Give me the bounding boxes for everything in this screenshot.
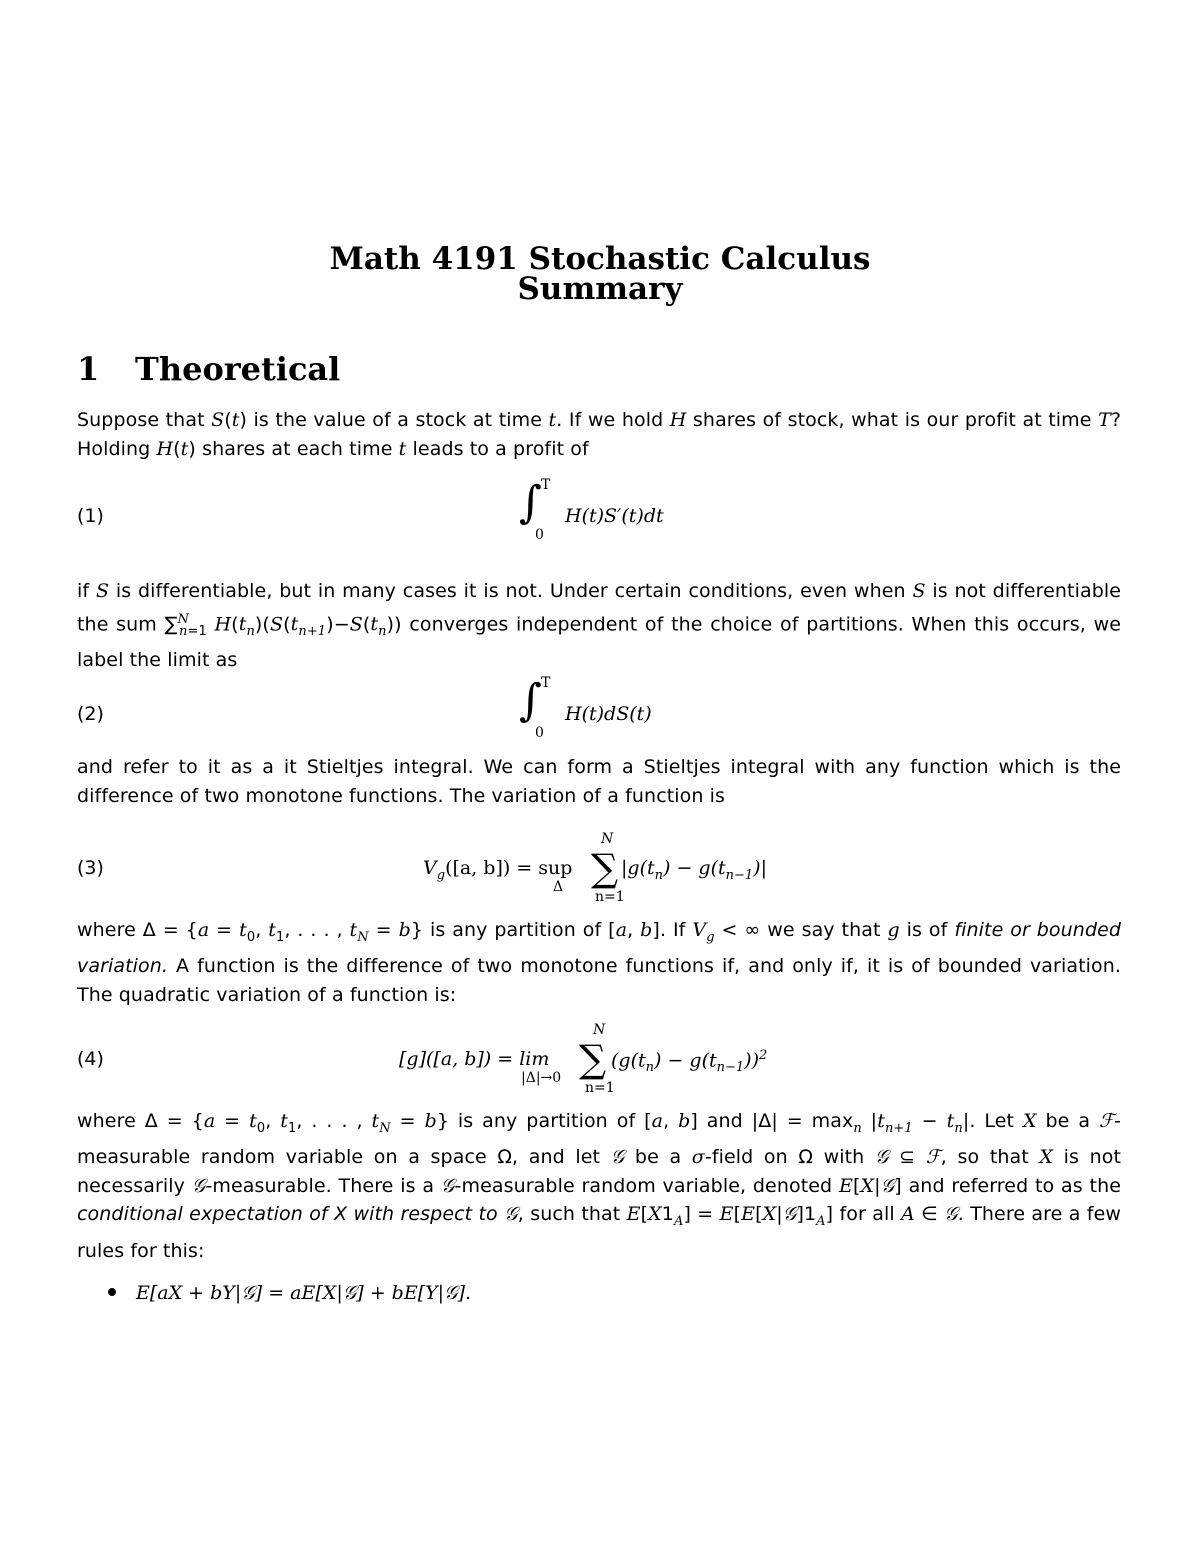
equation-label: (4) (77, 1048, 104, 1070)
integrand: H(t)dS(t) (565, 703, 652, 725)
equation-label: (3) (77, 857, 104, 879)
paragraph-5: where $\Delta = \{a = t_0$, $t_1$, . . . , $t_N = b$} is any partition of [a, b] and $|\Delta| = \max_n |t_{n+1} - t_n|$. Let X be a ℱ-measurable random variable on a space Ω, and let 𝒢 be a σ-field on Ω with 𝒢 ⊆ ℱ, so that X is not necessarily 𝒢-measurable. There is a 𝒢-measurable random variable, denoted E[X|𝒢] and referred to as the conditional expectation of X with respect to 𝒢, such that $E[X1_A]$ = $E[E[X|𝒢]1_A]$ for all A ∈ 𝒢. There are a few rules for this: (77, 1110, 1122, 1262)
equation-label: (2) (77, 703, 104, 725)
document-subtitle: Summary (517, 271, 683, 307)
paragraph-1: Suppose that S(t) is the value of a stock at time t. If we hold H shares of stock, what is our profit at time T? Holding H(t) shares at each time t leads to a profit of (77, 409, 1122, 460)
section-heading (77, 350, 340, 388)
paragraph-4: where $\Delta = \{a = t_0$, $t_1$, . . . , $t_N = b$} is any partition of [a, b]. If $V_g$ < ∞ we say that g is of finite or bounded variation. A function is the difference of two monotone functions if, and only if, it is of bounded variation. The quadratic variation of a function is: (77, 919, 1122, 1006)
list-item: E[aX + bY|𝒢] = aE[X|𝒢] + bE[Y|𝒢]. (108, 1282, 471, 1304)
integrand: H(t)S′(t)dt (565, 505, 664, 527)
section-title: Theoretical (135, 350, 341, 388)
paragraph-2: if S is differentiable, but in many cases it is not. Under certain conditions, even when S is not differentiable the sum ∑$^N_{n=1}$ $H(t_n)(S(t_{n+1})-S(t_n))$ converges independent of the choice of partitions. When this occurs, we label the limit as (77, 580, 1122, 672)
equation-label: (1) (77, 505, 104, 527)
document-page: Math 4191 Stochastic Calculus Summary 1 Theoretical Suppose that S(t) is the value of a stock at time t. If we hold H shares of stock, what is our profit at time T? Holding H(t) shares at each time t leads to a profit of (1) ∫ T 0 H(t)S′(t)dt if S is differentiable, but in many cases it is not. Under certain conditions, even when S is not differentiable the sum ∑$^N_{n=1}$ $H(t_n)(S(t_{n+1})-S(t_n))$ converges independent of the choice of partitions. When this occurs, we label the limit as (2) ∫ T 0 H(t)dS(t) and refer to it as a it Stieltjes integral. We can form a Stieltjes integral with any function which is the difference of two monotone functions. The variation of a function is (3) $V_g([a$, b]) = sup Δ ∑ N n=1 $|g(t_n) - g(t_{n-1})|$ where $\Delta = \{a = t_0$, $t_1$, . . . , $t_N = b$} is any partition of [a, b]. If $V_g$ < ∞ we say that g is of finite or bounded variation. A function is the difference of two monotone functions if, and only if, it is of bounded variation. The quadratic variation of a function is: (4) [g]([a, b]) = lim |Δ|→0 ∑ N n=1 $(g(t_n) - g(t_{n-1}))^2$ where $\Delta = \{a = t_0$, $t_1$, . . . , $t_N = b$} is any partition of [a, b] and $|\Delta| = \max_n |t_{n+1} - t_n|$. Let X be a ℱ-measurable random variable on a space Ω, and let 𝒢 be a σ-field on Ω with 𝒢 ⊆ ℱ, so that X is not necessarily 𝒢-measurable. There is a 𝒢-measurable random variable, denoted E[X|𝒢] and referred to as the conditional expectation of X with respect to 𝒢, such that $E[X1_A]$ = $E[E[X|𝒢]1_A]$ for all A ∈ 𝒢. There are a few rules for this: E[aX + bY|𝒢] = aE[X|𝒢] + bE[Y|𝒢]. (0, 0, 1200, 1553)
bullet-list (108, 1282, 471, 1304)
section-number: 1 (77, 350, 100, 388)
paragraph-3: and refer to it as a it Stieltjes integral. We can form a Stieltjes integral with any function which is the difference of two monotone functions. The variation of a function is (77, 756, 1121, 807)
bullet-icon (108, 1288, 116, 1296)
document-title: Math 4191 Stochastic Calculus (329, 241, 871, 277)
